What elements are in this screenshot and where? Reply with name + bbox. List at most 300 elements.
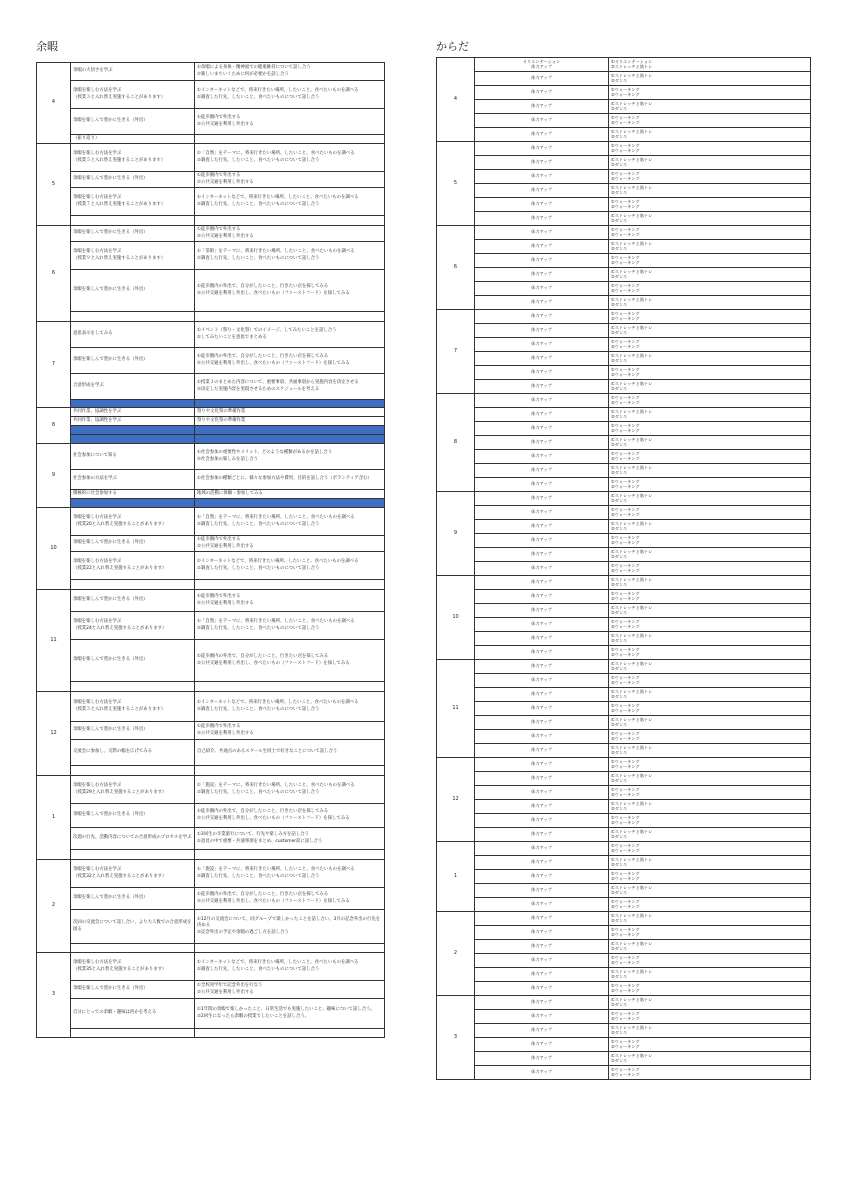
content-cell <box>195 580 385 590</box>
activity-cell: 体力アップ <box>475 842 609 856</box>
body-row <box>437 240 811 254</box>
exercise-cell: ①ストレッチと筋トレ ②ダンス <box>609 324 811 338</box>
body-row <box>437 58 811 72</box>
exercise-cell: ①ウォーキング ②ウォーキング <box>609 982 811 996</box>
activity-cell: 体力アップ <box>475 1052 609 1066</box>
topic-cell: 自分にとっての余暇・趣味は何かを考える <box>71 999 195 1029</box>
activity-cell: 体力アップ <box>475 856 609 870</box>
topic-cell: 積極的に社会参加する <box>71 490 195 499</box>
activity-cell: 体力アップ <box>475 198 609 212</box>
activity-cell: 体力アップ <box>475 562 609 576</box>
activity-cell: 体力アップ <box>475 660 609 674</box>
body-row <box>437 226 811 240</box>
topic-cell: 余暇を楽しむ方法を学ぶ （授業29と入れ替え実施することがあります） <box>71 776 195 804</box>
topic-cell <box>71 1029 195 1038</box>
body-row <box>437 1010 811 1024</box>
activity-cell: 体力アップ <box>475 296 609 310</box>
exercise-cell: ①ウォーキング ②ウォーキング <box>609 226 811 240</box>
month-cell: 11 <box>37 590 71 692</box>
activity-cell: 体力アップ <box>475 394 609 408</box>
exercise-cell: ①ストレッチと筋トレ ②ダンス <box>609 856 811 870</box>
content-cell: ①インターネットなどで、将来行きたい場所、したいこと、食べたいものを調べる ②調査した行先、したいこと、食べたいものについて話し合う <box>195 953 385 981</box>
exercise-cell: ①ストレッチと筋トレ ②ダンス <box>609 884 811 898</box>
leisure-row <box>37 63 385 81</box>
activity-cell: 体力アップ <box>475 520 609 534</box>
leisure-row <box>37 590 385 612</box>
content-cell <box>195 135 385 144</box>
month-cell: 6 <box>37 226 71 322</box>
activity-cell: 体力アップ <box>475 268 609 282</box>
topic-cell: 余暇を楽しんで豊かに生きる（外出） <box>71 804 195 828</box>
month-cell: 10 <box>437 576 475 660</box>
exercise-cell: ①ストレッチと筋トレ ②ダンス <box>609 240 811 254</box>
leisure-row <box>37 470 385 490</box>
topic-cell: 余暇を楽しむ方法を学ぶ （授業35と入れ替え実施することがあります） <box>71 953 195 981</box>
exercise-cell: ①ストレッチと筋トレ ②ダンス <box>609 940 811 954</box>
activity-cell: 体力アップ <box>475 814 609 828</box>
activity-cell: 体力アップ <box>475 534 609 548</box>
exercise-cell: ①ウォーキング ②ウォーキング <box>609 170 811 184</box>
activity-cell: 体力アップ <box>475 352 609 366</box>
body-row <box>437 562 811 576</box>
exercise-cell: ①ストレッチと筋トレ ②ダンス <box>609 268 811 282</box>
exercise-cell: ①ストレッチと筋トレ ②ダンス <box>609 744 811 758</box>
activity-cell: 体力アップ <box>475 128 609 142</box>
topic-cell: 意思表示をしてみる <box>71 322 195 348</box>
body-row <box>437 590 811 604</box>
leisure-row <box>37 226 385 242</box>
body-row <box>437 926 811 940</box>
leisure-row <box>37 374 385 400</box>
topic-cell: 交流会に参加し、交際の幅を広げてみる <box>71 740 195 766</box>
activity-cell: 体力アップ <box>475 1066 609 1080</box>
body-row <box>437 758 811 772</box>
month-cell: 3 <box>37 953 71 1038</box>
content-cell: ①徒歩圏内の外出で、自分がしたいこと、行きたい店を探してみる ②公共交通を利用し外出し、食べたいもの（ファーストフード）を探してみる <box>195 348 385 374</box>
month-cell: 9 <box>37 444 71 508</box>
leisure-row <box>37 1029 385 1038</box>
activity-cell: 体力アップ <box>475 618 609 632</box>
body-row <box>437 548 811 562</box>
leisure-row <box>37 426 385 435</box>
leisure-row <box>37 766 385 776</box>
exercise-cell: ①ウォーキング ②ウォーキング <box>609 1038 811 1052</box>
exercise-cell: ①ウォーキング ②ウォーキング <box>609 562 811 576</box>
exercise-cell: ①ストレッチと筋トレ ②ダンス <box>609 828 811 842</box>
exercise-cell: ①ウォーキング ②ウォーキング <box>609 842 811 856</box>
body-row <box>437 842 811 856</box>
topic-cell <box>71 435 195 444</box>
leisure-row <box>37 682 385 692</box>
exercise-cell: ①ストレッチと筋トレ ②ダンス <box>609 380 811 394</box>
topic-cell: 共同作業、協調性を学ぶ <box>71 417 195 426</box>
exercise-cell: ①ストレッチと筋トレ ②ダンス <box>609 968 811 982</box>
activity-cell: 体力アップ <box>475 184 609 198</box>
activity-cell: 体力アップ <box>475 940 609 954</box>
body-row <box>437 632 811 646</box>
topic-cell: 余暇を楽しんで豊かに生きる（外出） <box>71 270 195 312</box>
body-row <box>437 968 811 982</box>
leisure-row <box>37 776 385 804</box>
topic-cell <box>71 400 195 408</box>
month-cell: 7 <box>437 310 475 394</box>
leisure-row <box>37 144 385 172</box>
exercise-cell: ①ストレッチと筋トレ ②ダンス <box>609 716 811 730</box>
activity-cell: 体力アップ <box>475 800 609 814</box>
exercise-cell: ①ウォーキング ②ウォーキング <box>609 366 811 380</box>
exercise-cell: ①ウォーキング ②ウォーキング <box>609 114 811 128</box>
leisure-row <box>37 981 385 999</box>
body-row <box>437 380 811 394</box>
content-cell: ①徒歩圏内で外出する ②公共交通を利用し外出する <box>195 590 385 612</box>
exercise-cell: ①ストレッチと筋トレ ②ダンス <box>609 912 811 926</box>
body-row <box>437 534 811 548</box>
topic-cell: 余暇を楽しんで豊かに生きる（外出） <box>71 536 195 552</box>
body-row <box>437 954 811 968</box>
body-row <box>437 506 811 520</box>
month-cell: 4 <box>437 58 475 142</box>
activity-cell: 体力アップ <box>475 114 609 128</box>
content-cell <box>195 435 385 444</box>
body-row <box>437 86 811 100</box>
content-cell: ①徒歩圏内で外出する ②公共交通を利用し外出する <box>195 722 385 740</box>
activity-cell: 体力アップ <box>475 702 609 716</box>
leisure-row <box>37 804 385 828</box>
exercise-cell: ①ストレッチと筋トレ ②ダンス <box>609 128 811 142</box>
content-cell: ①「自然」をテーマに、将来行きたい場所、したいこと、食べたいものを調べる ②調査した行先、したいこと、食べたいものについて話し合う <box>195 144 385 172</box>
activity-cell: 体力アップ <box>475 156 609 170</box>
leisure-row <box>37 242 385 270</box>
topic-cell: 余暇を楽しんで豊かに生きる（外出） <box>71 981 195 999</box>
body-row <box>437 646 811 660</box>
topic-cell: 余暇を楽しむ方法を学ぶ （授業20と入れ替え実施することがあります） <box>71 508 195 536</box>
exercise-cell: ①ストレッチと筋トレ ②ダンス <box>609 1024 811 1038</box>
activity-cell: 体力アップ <box>475 324 609 338</box>
month-cell: 10 <box>37 508 71 590</box>
body-row <box>437 800 811 814</box>
body-row <box>437 394 811 408</box>
topic-cell: 社会参加について知る <box>71 444 195 470</box>
body-row <box>437 310 811 324</box>
content-cell: 祭りや文化祭の準備作業 <box>195 417 385 426</box>
topic-cell: 合意形成を学ぶ <box>71 374 195 400</box>
topic-cell: 余暇を楽しむ方法を学ぶ （授業５と入れ替え実施することがあります） <box>71 144 195 172</box>
month-cell: 12 <box>437 758 475 842</box>
body-row <box>437 156 811 170</box>
topic-cell <box>71 216 195 226</box>
body-row <box>437 520 811 534</box>
exercise-cell: ①ウォーキング ②ウォーキング <box>609 198 811 212</box>
month-cell: 7 <box>37 322 71 408</box>
topic-cell: 余暇を楽しむ方法を学ぶ （授業３と入れ替え実施することがあります） <box>71 692 195 722</box>
body-row <box>437 268 811 282</box>
content-cell <box>195 944 385 953</box>
exercise-cell: ①ウォーキング ②ウォーキング <box>609 86 811 100</box>
exercise-cell: ①ストレッチと筋トレ ②ダンス <box>609 632 811 646</box>
activity-cell: 体力アップ <box>475 758 609 772</box>
exercise-cell: ①ウォーキング ②ウォーキング <box>609 142 811 156</box>
leisure-row <box>37 109 385 135</box>
body-row <box>437 618 811 632</box>
exercise-cell: ①ウォーキング ②ウォーキング <box>609 674 811 688</box>
month-cell: 5 <box>37 144 71 226</box>
leisure-row <box>37 322 385 348</box>
topic-cell: 余暇を楽しむ方法を学ぶ （授業32と入れ替え実施することがあります） <box>71 860 195 888</box>
activity-cell: 体力アップ <box>475 310 609 324</box>
exercise-cell: ①ストレッチと筋トレ ②ダンス <box>609 212 811 226</box>
topic-cell <box>71 944 195 953</box>
activity-cell: 体力アップ <box>475 716 609 730</box>
body-row <box>437 1066 811 1080</box>
leisure-row <box>37 640 385 682</box>
leisure-row <box>37 612 385 640</box>
content-cell: ①3回生の卒業旅行について、行先や楽しみ方を話し合う ②意見の中で重要・共通事項をまとめ、customer前に話し合う <box>195 828 385 850</box>
leisure-row <box>37 999 385 1029</box>
body-row <box>437 898 811 912</box>
content-cell: ①授業３のまとめた内容について、重要事項、共通事項から実施内容を決定させる ②決定した実施内容を実現させるためのスケジュールを考える <box>195 374 385 400</box>
activity-cell: 体力アップ <box>475 590 609 604</box>
body-row <box>437 422 811 436</box>
body-row <box>437 1052 811 1066</box>
activity-cell: 体力アップ <box>475 478 609 492</box>
exercise-cell: ①ウォーキング ②ウォーキング <box>609 1066 811 1080</box>
topic-cell: 次回の交流会について話し合い、より大人数での合意形成を図る <box>71 910 195 944</box>
content-cell: ①徒歩圏内の外出で、自分がしたいこと、行きたい店を探してみる ②公共交通を利用し外出し、食べたいもの（ファーストフード）を探してみる <box>195 640 385 682</box>
exercise-cell: ①ストレッチと筋トレ ②ダンス <box>609 464 811 478</box>
exercise-cell: ①ウォーキング ②ウォーキング <box>609 394 811 408</box>
activity-cell: 体力アップ <box>475 968 609 982</box>
topic-cell <box>71 426 195 435</box>
exercise-cell: ①ウォーキング ②ウォーキング <box>609 310 811 324</box>
content-cell: ①「自然」をテーマに、将来行きたい場所、したいこと、食べたいものを調べる ②調査した行先、したいこと、食べたいものについて話し合う <box>195 508 385 536</box>
body-row <box>437 338 811 352</box>
body-row <box>437 576 811 590</box>
topic-cell: 余暇を楽しんで豊かに生きる（外出） <box>71 722 195 740</box>
content-cell: ①12月の交流会について、同グループで楽しかったことを話し合い、3月の記念外出の行先を決める ②記念外出の予定や余暇の過ごし方を話し合う <box>195 910 385 944</box>
body-row <box>437 142 811 156</box>
body-row <box>437 282 811 296</box>
exercise-cell: ①ストレッチと筋トレ ②ダンス <box>609 1052 811 1066</box>
activity-cell: 体力アップ <box>475 926 609 940</box>
leisure-row <box>37 953 385 981</box>
exercise-cell: ①ウォーキング ②ウォーキング <box>609 422 811 436</box>
body-row <box>437 828 811 842</box>
content-cell: ①インターネットなどで、将来行きたい場所、したいこと、食べたいものを調べる ②調査した行先、したいこと、食べたいものについて話し合う <box>195 81 385 109</box>
leisure-row <box>37 692 385 722</box>
body-row <box>437 674 811 688</box>
leisure-row <box>37 910 385 944</box>
activity-cell: 体力アップ <box>475 380 609 394</box>
exercise-cell: ①ウォーキング ②ウォーキング <box>609 1010 811 1024</box>
body-row <box>437 212 811 226</box>
body-row <box>437 716 811 730</box>
content-cell: 祭りや文化祭の準備作業 <box>195 408 385 417</box>
content-cell: ①社会参加の種類ごとに、様々な参加方法や費用、目的を話し合う（ボランティア含む） <box>195 470 385 490</box>
exercise-cell: ①ストレッチと筋トレ ②ダンス <box>609 548 811 562</box>
content-cell <box>195 312 385 322</box>
leisure-row <box>37 270 385 312</box>
body-row <box>437 254 811 268</box>
exercise-cell: ①ストレッチと筋トレ ②ダンス <box>609 408 811 422</box>
leisure-row <box>37 722 385 740</box>
exercise-cell: ①ウォーキング ②ウォーキング <box>609 758 811 772</box>
activity-cell: 体力アップ <box>475 422 609 436</box>
exercise-cell: ①ウォーキング ②ウォーキング <box>609 254 811 268</box>
topic-cell: 余暇を楽しんで豊かに生きる（外出） <box>71 590 195 612</box>
leisure-row <box>37 81 385 109</box>
activity-cell: 体力アップ <box>475 744 609 758</box>
activity-cell: 体力アップ <box>475 212 609 226</box>
topic-cell <box>71 850 195 860</box>
exercise-cell: ①ストレッチと筋トレ ②ダンス <box>609 296 811 310</box>
body-row <box>437 170 811 184</box>
month-cell: 5 <box>437 142 475 226</box>
content-cell: ①イベント（祭り・文化祭）でのイメージ、してみたいことを話し合う ②してみたいことを意思でまとめる <box>195 322 385 348</box>
content-cell <box>195 216 385 226</box>
exercise-cell: ①ストレッチと筋トレ ②ダンス <box>609 184 811 198</box>
leisure-row <box>37 172 385 188</box>
topic-cell: 余暇を楽しんで豊かに生きる（外出） <box>71 109 195 135</box>
month-cell: 6 <box>437 226 475 310</box>
topic-cell: 余暇を楽しんで豊かに生きる（外出） <box>71 226 195 242</box>
exercise-cell: ①ウォーキング ②ウォーキング <box>609 870 811 884</box>
activity-cell: 体力アップ <box>475 730 609 744</box>
activity-cell: 体力アップ <box>475 786 609 800</box>
leisure-row <box>37 444 385 470</box>
activity-cell: 体力アップ <box>475 548 609 562</box>
exercise-cell: ①ストレッチと筋トレ ②ダンス <box>609 604 811 618</box>
activity-cell: 体力アップ <box>475 1010 609 1024</box>
body-row <box>437 870 811 884</box>
exercise-cell: ①ストレッチと筋トレ ②ダンス <box>609 996 811 1010</box>
body-row <box>437 366 811 380</box>
exercise-cell: ①ストレッチと筋トレ ②ダンス <box>609 660 811 674</box>
exercise-cell: ①ウォーキング ②ウォーキング <box>609 730 811 744</box>
content-cell: ①徒歩圏内の外出で、自分がしたいこと、行きたい店を探してみる ②公共交通を利用し外出し、食べたいもの（ファーストフード）を探してみる <box>195 888 385 910</box>
activity-cell: 体力アップ <box>475 338 609 352</box>
topic-cell: 余暇を楽しむ方法を学ぶ （授業３と入れ替え実施することがあります） <box>71 81 195 109</box>
body-row <box>437 744 811 758</box>
topic-cell: 次週の行先、活動内容についての合意形成のプロセスを学ぶ <box>71 828 195 850</box>
activity-cell: 体力アップ <box>475 464 609 478</box>
activity-cell: 体力アップ <box>475 646 609 660</box>
content-cell: ①徒歩圏内の外出で、自分がしたいこと、行きたい店を探してみる ②公共交通を利用し外出し、食べたいもの（ファーストフード）を探してみる <box>195 804 385 828</box>
month-cell: 2 <box>437 912 475 996</box>
body-row <box>437 702 811 716</box>
content-cell: ①徒歩圏内の外出で、自分がしたいこと、行きたい店を探してみる ②公共交通を利用し外出し、食べたいもの（ファーストフード）を探してみる <box>195 270 385 312</box>
topic-cell: 共同作業、協調性を学ぶ <box>71 408 195 417</box>
activity-cell: 体力アップ <box>475 604 609 618</box>
exercise-cell: ①ストレッチと筋トレ ②ダンス <box>609 492 811 506</box>
body-row <box>437 296 811 310</box>
topic-cell: 余暇の大切さを学ぶ <box>71 63 195 81</box>
content-cell: ①社会参加の重要性やメリット、どのような種類があるかを話し合う ②社会参加の楽しみを話し合う <box>195 444 385 470</box>
leisure-row <box>37 408 385 417</box>
content-cell: 地域の活動に体験・参加してみる <box>195 490 385 499</box>
activity-cell: 体力アップ <box>475 1038 609 1052</box>
topic-cell: 余暇を楽しむ方法を学ぶ （授業24と入れ替え実施することがあります） <box>71 612 195 640</box>
leisure-row <box>37 135 385 144</box>
content-cell: ①インターネットなどで、将来行きたい場所、したいこと、食べたいものを調べる ②調査した行先、したいこと、食べたいものについて話し合う <box>195 188 385 216</box>
content-cell <box>195 766 385 776</box>
activity-cell: 体力アップ <box>475 450 609 464</box>
exercise-cell: ①ストレッチと筋トレ ②ダンス <box>609 772 811 786</box>
leisure-row <box>37 216 385 226</box>
activity-cell: 体力アップ <box>475 884 609 898</box>
body-row <box>437 100 811 114</box>
activity-cell: 体力アップ <box>475 282 609 296</box>
month-cell: 3 <box>437 996 475 1080</box>
content-cell: ①「自然」をテーマに、将来行きたい場所、したいこと、食べたいものを調べる ②調査した行先、したいこと、食べたいものについて話し合う <box>195 612 385 640</box>
exercise-cell: ①ウォーキング ②ウォーキング <box>609 450 811 464</box>
month-cell: 1 <box>37 776 71 860</box>
body-row <box>437 450 811 464</box>
topic-cell <box>71 312 195 322</box>
content-cell <box>195 499 385 508</box>
leisure-row <box>37 499 385 508</box>
leisure-row <box>37 508 385 536</box>
exercise-cell: ①ストレッチと筋トレ ②ダンス <box>609 520 811 534</box>
content-cell: ①余暇による身体・精神面での健康維持について話し合う ②楽しいまちいくために何が必要かを話し合う <box>195 63 385 81</box>
activity-cell: 体力アップ <box>475 632 609 646</box>
activity-cell: 体力アップ <box>475 142 609 156</box>
activity-cell: 体力アップ <box>475 226 609 240</box>
body-row <box>437 198 811 212</box>
month-cell: 1 <box>437 842 475 912</box>
content-cell <box>195 400 385 408</box>
body-row <box>437 772 811 786</box>
body-row <box>437 814 811 828</box>
activity-cell: 体力アップ <box>475 772 609 786</box>
month-cell: 8 <box>37 408 71 444</box>
leisure-row <box>37 417 385 426</box>
content-cell <box>195 426 385 435</box>
topic-cell: 余暇を楽しんで豊かに生きる（外出） <box>71 172 195 188</box>
topic-cell: 余暇を楽しむ方法を学ぶ （授業22と入れ替え実施することがあります） <box>71 552 195 580</box>
leisure-row <box>37 536 385 552</box>
exercise-cell: ①ストレッチと筋トレ ②ダンス <box>609 156 811 170</box>
leisure-row <box>37 860 385 888</box>
body-row <box>437 464 811 478</box>
topic-cell <box>71 682 195 692</box>
content-cell: ①1年間の余暇で楽しかったこと、日常生活でも実施したいこと、趣味について話し合う。 ②2回生になったら余暇の授業でしたいことを話し合う。 <box>195 999 385 1029</box>
exercise-cell: ①ウォーキング ②ウォーキング <box>609 282 811 296</box>
leisure-row <box>37 944 385 953</box>
activity-cell: 体力アップ <box>475 72 609 86</box>
month-cell: 12 <box>37 692 71 776</box>
content-cell <box>195 682 385 692</box>
topic-cell: 社会参加の方法を学ぶ <box>71 470 195 490</box>
activity-cell: 体力アップ <box>475 912 609 926</box>
leisure-row <box>37 740 385 766</box>
month-cell: 8 <box>437 394 475 492</box>
body-row <box>437 884 811 898</box>
body-row <box>437 1038 811 1052</box>
activity-cell: 体力アップ <box>475 688 609 702</box>
leisure-row <box>37 850 385 860</box>
body-row <box>437 128 811 142</box>
leisure-row <box>37 552 385 580</box>
exercise-cell: ①ストレッチと筋トレ ②ダンス <box>609 72 811 86</box>
leisure-curriculum-table <box>36 62 385 1038</box>
topic-cell <box>71 766 195 776</box>
body-row <box>437 786 811 800</box>
activity-cell: 体力アップ <box>475 898 609 912</box>
body-row <box>437 492 811 506</box>
activity-cell: 体力アップ <box>475 996 609 1010</box>
topic-cell: （振り返り） <box>71 135 195 144</box>
exercise-cell: ①ウォーキング ②ウォーキング <box>609 702 811 716</box>
